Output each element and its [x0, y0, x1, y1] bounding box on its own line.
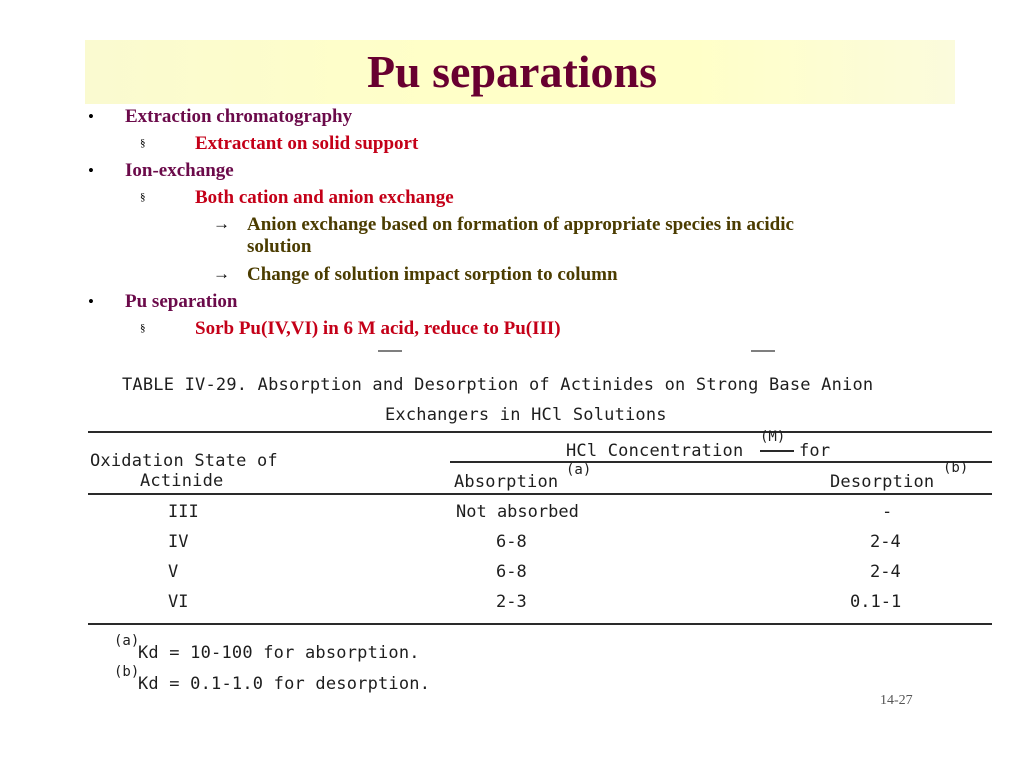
- header-state-line2: Actinide: [140, 471, 224, 491]
- bullet-item-continuation: solution: [247, 236, 312, 257]
- bullet-item: Change of solution impact sorption to column: [247, 264, 618, 285]
- header-state: Oxidation State of: [90, 451, 278, 471]
- slide-title: Pu separations: [366, 46, 658, 97]
- header-bottom-rule: [88, 493, 992, 495]
- scan-mark: [751, 350, 775, 352]
- header-absorption-sup: (a): [566, 462, 592, 478]
- table-caption: TABLE IV-29. Absorption and Desorption of Actinides on Strong Base Anion: [122, 375, 874, 395]
- header-desorption: Desorption: [830, 472, 935, 492]
- scanned-table: [88, 350, 994, 700]
- cell-state: III: [168, 502, 199, 522]
- cell-desorption: 2-4: [870, 562, 901, 582]
- bullet-marker: •: [88, 107, 94, 126]
- footnote: Kd = 0.1-1.0 for desorption.: [138, 674, 431, 694]
- bullet-marker: •: [88, 292, 94, 311]
- arrow-icon: →: [213, 264, 230, 283]
- cell-absorption: 2-3: [496, 592, 527, 612]
- footnote: Kd = 10-100 for absorption.: [138, 643, 420, 663]
- note-sup: (a): [114, 633, 140, 649]
- bullet-item: Extraction chromatography: [125, 106, 353, 127]
- cell-absorption: 6-8: [496, 532, 527, 552]
- arrow-icon: →: [213, 214, 230, 233]
- note-sup: (b): [114, 664, 140, 680]
- table-top-rule: [88, 431, 992, 433]
- bullet-marker: §: [140, 191, 146, 203]
- bullet-marker: •: [88, 161, 94, 180]
- cell-state: IV: [168, 532, 189, 552]
- header-absorption: Absorption: [454, 472, 559, 492]
- header-group-rule: [450, 461, 992, 463]
- cell-state: V: [168, 562, 179, 582]
- cell-desorption: 2-4: [870, 532, 901, 552]
- bullet-item: Both cation and anion exchange: [195, 187, 454, 208]
- cell-desorption: -: [882, 502, 893, 522]
- bullet-marker: §: [140, 322, 146, 334]
- header-for: for: [799, 441, 831, 461]
- header-unit: (M): [760, 429, 786, 445]
- table-caption-line2: Exchangers in HCl Solutions: [385, 405, 667, 425]
- table-bottom-rule: [88, 623, 992, 625]
- header-desorption-sup: (b): [943, 460, 969, 476]
- bullet-item: Ion-exchange: [125, 160, 234, 181]
- bullet-item: Anion exchange based on formation of appropriate species in acidic: [247, 214, 794, 235]
- page-number: 14-27: [880, 693, 913, 708]
- bullet-item: Sorb Pu(IV,VI) in 6 M acid, reduce to Pu(III): [195, 318, 561, 339]
- cell-state: VI: [168, 592, 189, 612]
- header-dash: [760, 450, 794, 452]
- bullet-item: Pu separation: [125, 291, 238, 312]
- bullet-item: Extractant on solid support: [195, 133, 419, 154]
- cell-absorption: Not absorbed: [456, 502, 579, 522]
- scan-mark: [378, 350, 402, 352]
- cell-absorption: 6-8: [496, 562, 527, 582]
- cell-desorption: 0.1-1: [850, 592, 902, 612]
- header-group: HCl Concentration: [566, 441, 744, 461]
- bullet-marker: §: [140, 137, 146, 149]
